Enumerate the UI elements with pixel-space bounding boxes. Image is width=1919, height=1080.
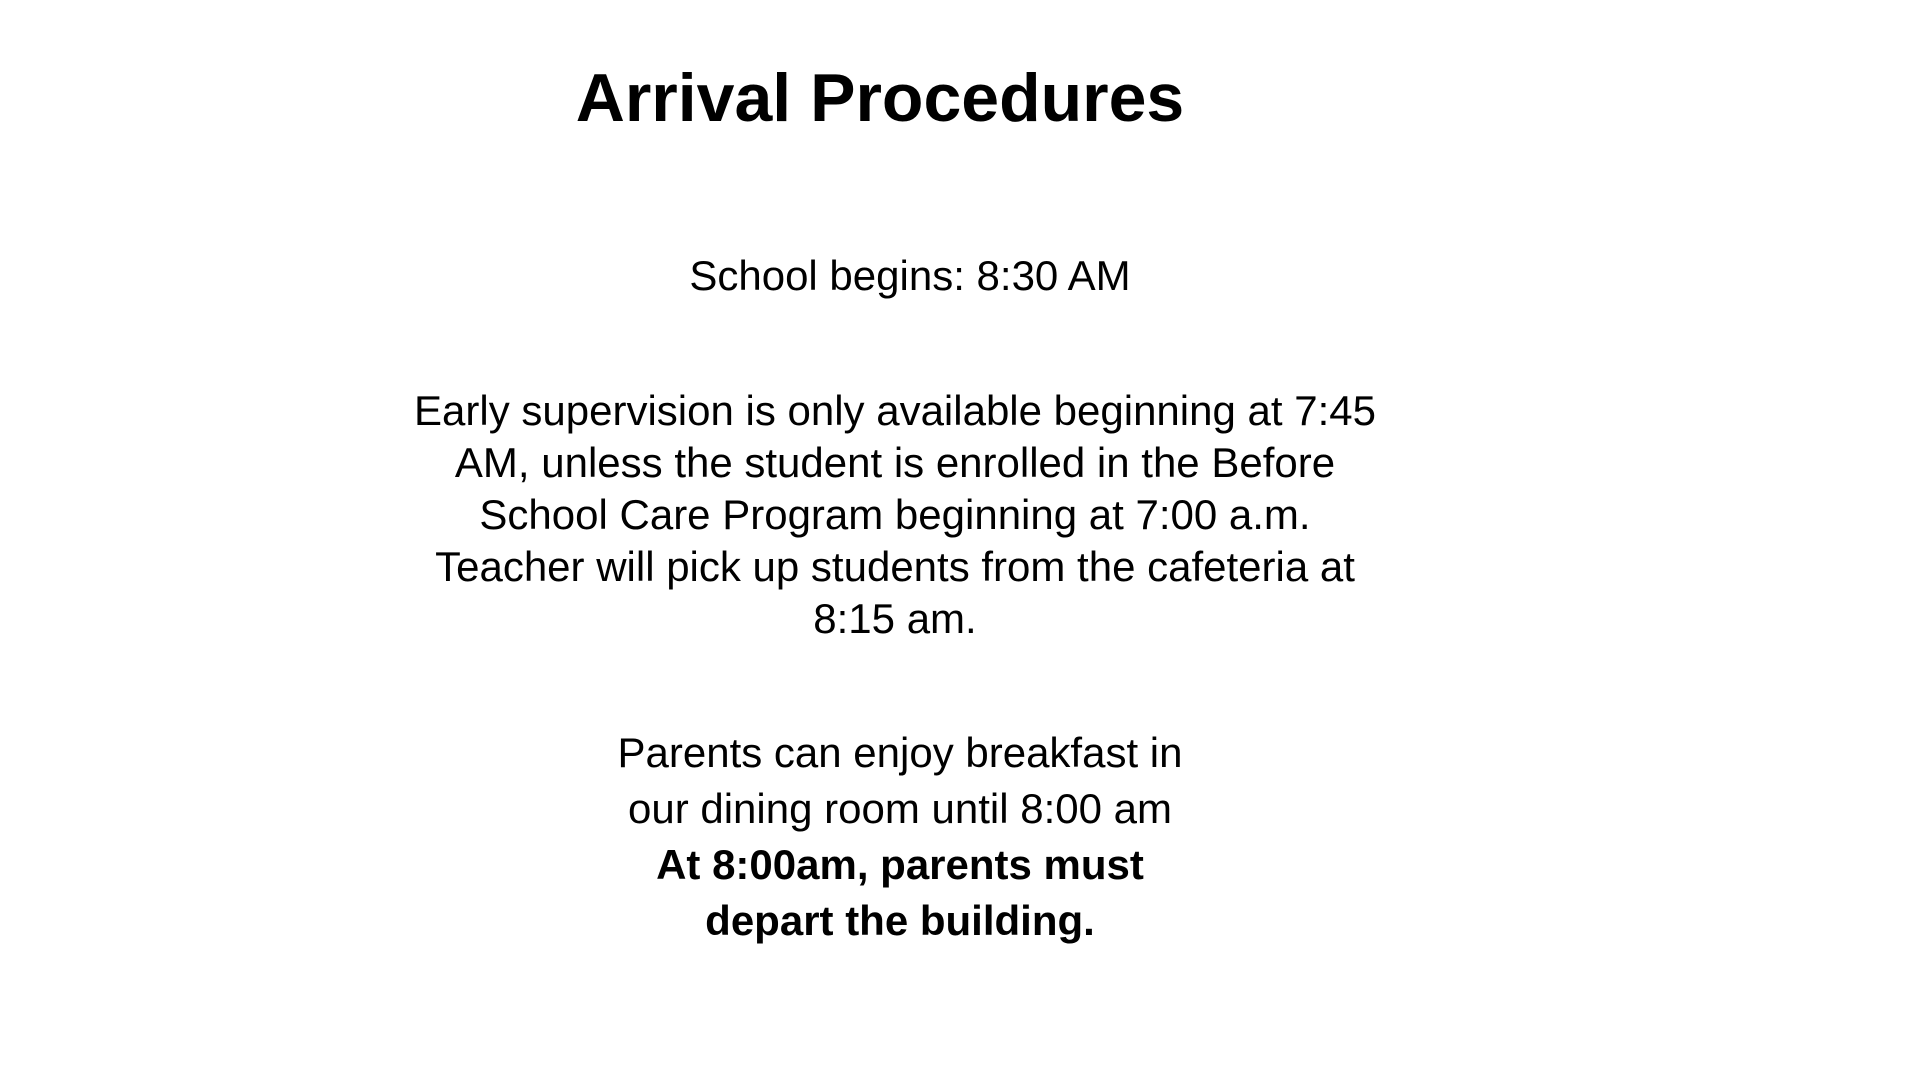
supervision-line: School Care Program beginning at 7:00 a.m. xyxy=(479,491,1311,538)
early-supervision-paragraph xyxy=(385,385,1405,645)
supervision-line: AM, unless the student is enrolled in the Before xyxy=(454,439,1336,486)
supervision-line: 8:15 am. xyxy=(813,595,977,642)
supervision-line: Early supervision is only available beginning at 7:45 xyxy=(414,387,1376,434)
school-start-time: School begins: 8:30 AM xyxy=(689,252,1131,299)
parents-line: Parents can enjoy breakfast in xyxy=(617,729,1183,776)
departure-notice-line: At 8:00am, parents must xyxy=(656,841,1144,888)
supervision-line: Teacher will pick up students from the cafeteria at xyxy=(435,543,1355,590)
parents-line: our dining room until 8:00 am xyxy=(628,785,1172,832)
departure-notice-line: depart the building. xyxy=(705,897,1095,944)
parents-breakfast-paragraph xyxy=(555,725,1245,949)
page-title: Arrival Procedures xyxy=(575,60,1185,136)
